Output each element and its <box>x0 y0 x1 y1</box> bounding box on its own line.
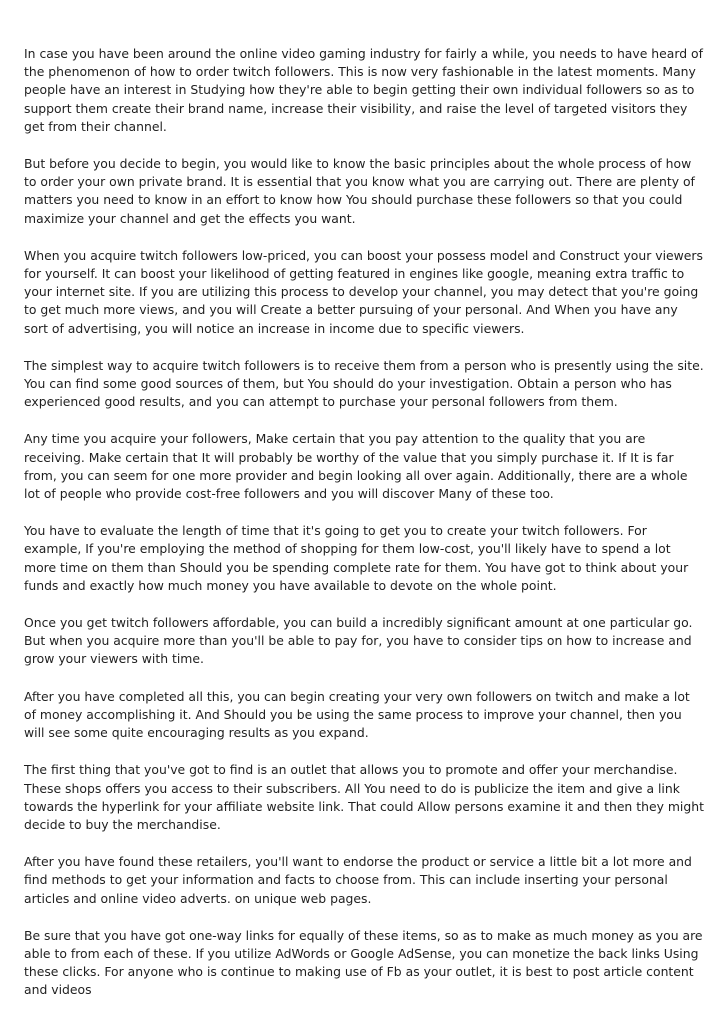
paragraph-6: You have to evaluate the length of time that it's going to get you to create your twitch followers. For example, If you're employing the method of shopping for them low-cost, you'll likely have to spend a lot more time on them than Should you be spending complete rate for them. You have got to think about your funds and exactly how much money you have available to devote on the whole point. <box>24 523 689 593</box>
paragraph-5: Any time you acquire your followers, Make certain that you pay attention to the quality that you are receiving. Make certain that It will probably be worthy of the value that you simply purchase it. If It is far from, you can seem for one more provider and begin looking all over again. Additionally, there are a whole lot of people who provide cost-free followers and you will discover Many of these too. <box>24 431 688 502</box>
paragraph-4: The simplest way to acquire twitch followers is to receive them from a person who is presently using the site. You can find some good sources of them, but You should do your investigation. Obtain a person who has experienced good results, and you can attempt to purchase your personal followers from them. <box>24 357 704 410</box>
paragraph-1: In case you have been around the online video gaming industry for fairly a while, you needs to have heard of the phenomenon of how to order twitch followers. This is now very fashionable in the latest moments. Many people have an interest in Studying how they're able to begin getting their own individual followers so as to support them create their brand name, increase their visibility, and raise the level of targeted visitors they get from their channel. <box>24 46 703 134</box>
paragraph-9: The first thing that you've got to find is an outlet that allows you to promote and offer your merchandise. These shops offers you access to their subscribers. All You need to do is publicize the item and give a link towards the hyperlink for your affiliate website link. That could Allow persons examine it and then they might decide to buy the merchandise. <box>24 762 704 832</box>
paragraph-11: Be sure that you have got one-way links for equally of these items, so as to make as much money as you are able to from each of these. If you utilize AdWords or Google AdSense, you can monetize the back links Using these clicks. For anyone who is continue to making use of Fb as your outlet, it is best to post article content and videos <box>24 927 703 998</box>
article-body <box>24 45 704 1019</box>
paragraph-10: After you have found these retailers, you'll want to endorse the product or service a little bit a lot more and find methods to get your information and facts to choose from. This can include inserting your personal articles and online video adverts. on unique web pages. <box>24 854 692 906</box>
paragraph-2: But before you decide to begin, you would like to know the basic principles about the whole process of how to order your own private brand. It is essential that you know what you are carrying out. There are plenty of matters you need to know in an effort to know how You should purchase these followers so that you could maximize your channel and get the effects you want. <box>24 156 695 226</box>
paragraph-8: After you have completed all this, you can begin creating your very own followers on twitch and make a lot of money accomplishing it. And Should you be using the same process to improve your channel, then you will see some quite encouraging results as you expand. <box>24 688 690 741</box>
paragraph-3: When you acquire twitch followers low-priced, you can boost your possess model and Construct your viewers for yourself. It can boost your likelihood of getting featured in engines like google, meaning extra traffic to your internet site. If you are utilizing this process to develop your channel, you may detect that you're going to get much more views, and you will Create a better pursuing of your personal. And When you have any sort of advertising, you will notice an increase in income due to specific viewers. <box>24 247 703 336</box>
paragraph-7: Once you get twitch followers affordable, you can build a incredibly significant amount at one particular go. But when you acquire more than you'll be able to pay for, you have to consider tips on how to increase and grow your viewers with time. <box>24 615 693 667</box>
